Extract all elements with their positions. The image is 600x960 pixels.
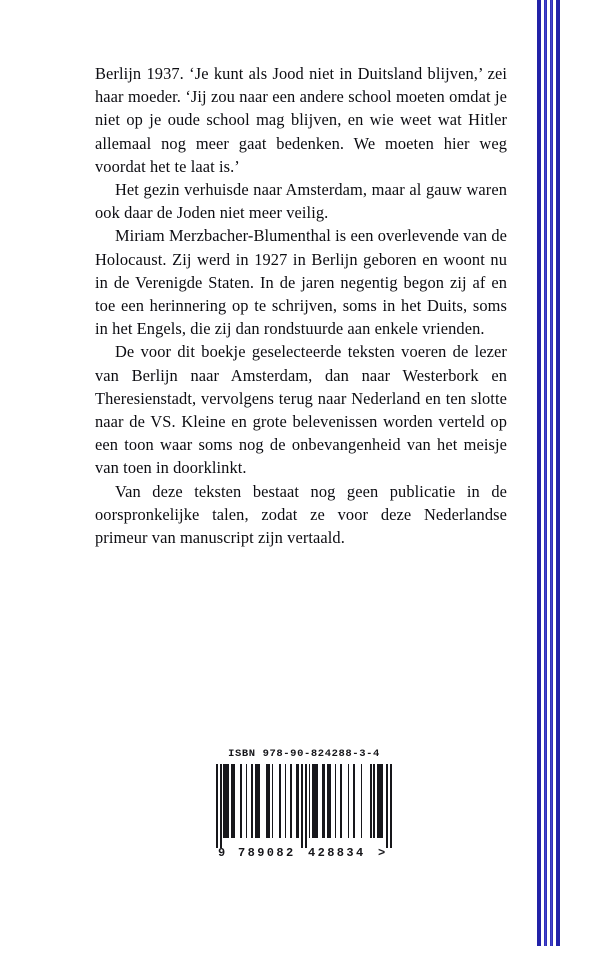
barcode-digit-lead: 9 [218,846,226,860]
blurb-paragraph-1: Berlijn 1937. ‘Je kunt als Jood niet in Duitsland blijven,’ zei haar moeder. ‘Jij zou naar een andere school moeten omdat je niet op je oude school mag blijven, en wie weet wat Hitler allemaal nog meer gaat bedenken. We moeten hier weg voordat het te laat is.’ [95,64,507,176]
barcode-digit-tail: > [378,846,386,860]
isbn-label: ISBN 978-90-824288-3-4 [228,748,380,760]
blurb-paragraph-2: Het gezin verhuisde naar Amsterdam, maar al gauw waren ook daar de Joden niet meer veilig. [95,180,507,223]
blurb-paragraph-3: Miriam Merzbacher-Blumenthal is een overlevende van de Holocaust. Zij werd in 1927 in Berlijn geboren en woont nu in de Verenigde Staten. In de jaren negentig begon zij af en toe een herinnering op te schrijven, soms in het Duits, soms in het Engels, die zij dan rondstuurde aan enkele vrienden. [95,226,507,339]
spine-stripe-4 [556,0,560,946]
barcode-digits [216,848,392,863]
barcode-bars [216,764,392,848]
blurb-paragraph-5: Van deze teksten bestaat nog geen publicatie in de oorspronkelijke talen, zodat ze voor deze Nederlandse primeur van manuscript zijn vertaald. [95,481,507,548]
spine-stripe-1 [537,0,541,946]
isbn-barcode-block [216,748,392,863]
barcode-digits-left-group: 789082 [238,846,296,860]
spine-stripe-3 [550,0,553,946]
barcode-digits-right-group: 428834 [308,846,366,860]
back-cover-blurb [95,62,507,549]
blurb-paragraph-4: De voor dit boekje geselecteerde teksten voeren de lezer van Berlijn naar Amsterdam, dan naar Westerbork en Theresienstadt, vervolgens terug naar Nederland en ten slotte naar de VS. Kleine en grote belevenissen worden verteld op een toon waar soms nog de onbevangenheid van het meisje van toen in doorklinkt. [95,342,507,478]
spine-stripe-2 [544,0,547,946]
spine-stripe-band [537,0,563,946]
